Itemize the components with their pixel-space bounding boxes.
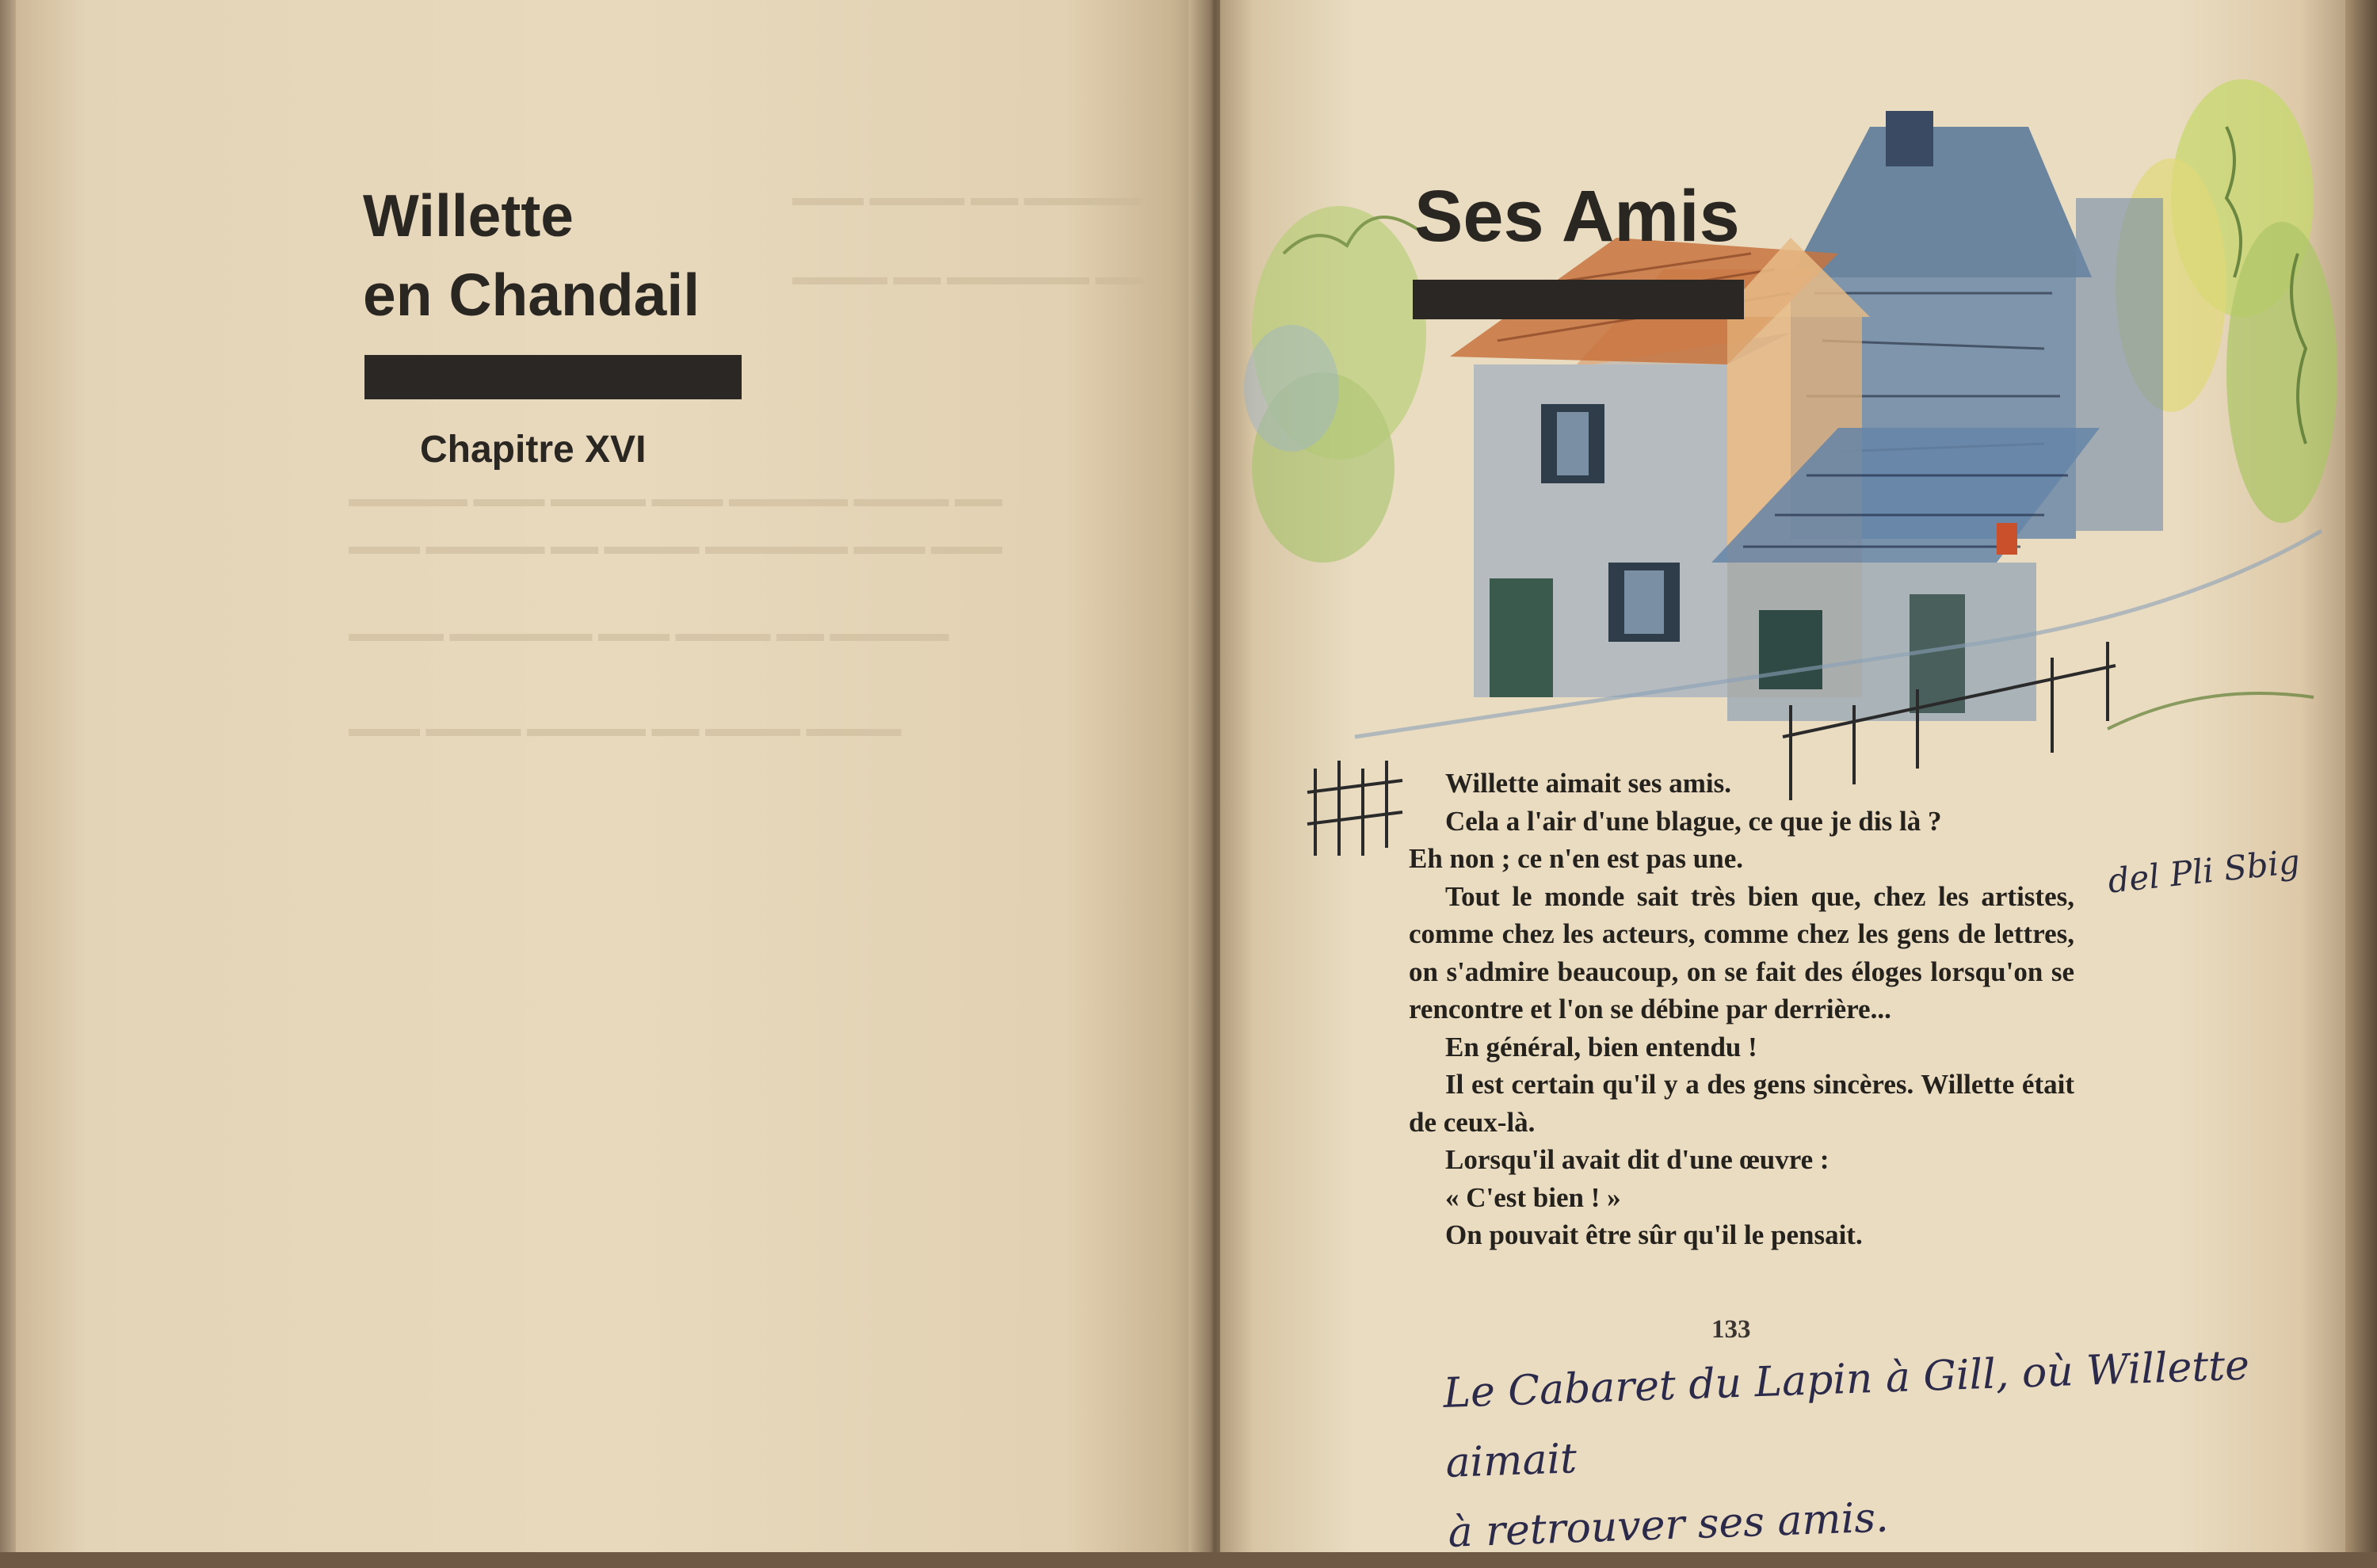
paragraph: Lorsqu'il avait dit d'une œuvre : [1445, 1144, 1829, 1175]
artist-signature: del Pli Sbig [2106, 841, 2302, 901]
chapter-title-line-2: en Chandail [363, 261, 700, 328]
chapter-title [363, 176, 700, 334]
chapter-title-line-1: Willette [363, 182, 574, 249]
show-through-text: ▬▬▬▬ ▬▬▬▬▬▬ ▬▬▬ ▬▬▬▬ ▬▬ ▬▬▬▬▬ [349, 620, 949, 647]
show-through-text: ▬▬▬ ▬▬▬▬ ▬▬ ▬▬▬▬▬ [792, 185, 1143, 211]
section-title: Ses Amis [1414, 176, 1740, 257]
paragraph: On pouvait être sûr qu'il le pensait. [1445, 1219, 1863, 1250]
show-through-text: ▬▬▬ ▬▬▬▬▬ ▬▬ ▬▬▬▬ ▬▬▬▬▬▬ ▬▬▬ ▬▬▬ [349, 533, 1002, 559]
show-through-text: ▬▬▬▬ ▬▬ ▬▬▬▬▬▬ ▬▬ [792, 264, 1143, 290]
paragraph: Tout le monde sait très bien que, chez les artistes, comme chez les acteurs, comme chez les gens de lettres, on s'admire beaucoup, on se fait des éloges lorsqu'on se rencontre et l'on se débine par derrière... [1409, 880, 2074, 1024]
handwritten-caption [1442, 1326, 2377, 1568]
chapter-number: Chapitre XVI [420, 429, 647, 471]
tree-left [1244, 206, 1426, 563]
paragraph: En général, bien entendu ! [1445, 1031, 1757, 1063]
house-illustration [1236, 55, 2337, 856]
paragraph: Il est certain qu'il y a des gens sincères. Willette était de ceux-là. [1409, 1069, 2074, 1138]
body-text [1409, 765, 2074, 1254]
paragraph: Cela a l'air d'une blague, ce que je dis là ? [1445, 805, 1942, 837]
show-through-text: ▬▬▬▬▬ ▬▬▬ ▬▬▬▬ ▬▬▬ ▬▬▬▬▬ ▬▬▬▬ ▬▬ [349, 486, 1002, 512]
paragraph: Eh non ; ce n'en est pas une. [1409, 843, 1744, 874]
paragraph: Willette aimait ses amis. [1445, 768, 1731, 799]
show-through-text: ▬▬▬ ▬▬▬▬ ▬▬▬▬▬ ▬▬ ▬▬▬▬ ▬▬▬▬ [349, 715, 902, 742]
section-title-rule [1413, 280, 1744, 319]
handwritten-caption-line-1: Le Cabaret du Lapin à Gill, où Willette aimait [1442, 1341, 2250, 1487]
title-rule [364, 355, 742, 399]
page-number: 133 [1711, 1315, 1751, 1344]
book-edge [2345, 0, 2377, 1552]
paragraph: « C'est bien ! » [1445, 1181, 1621, 1213]
handwritten-caption-line-2: à retrouver ses amis. [1447, 1494, 1890, 1557]
